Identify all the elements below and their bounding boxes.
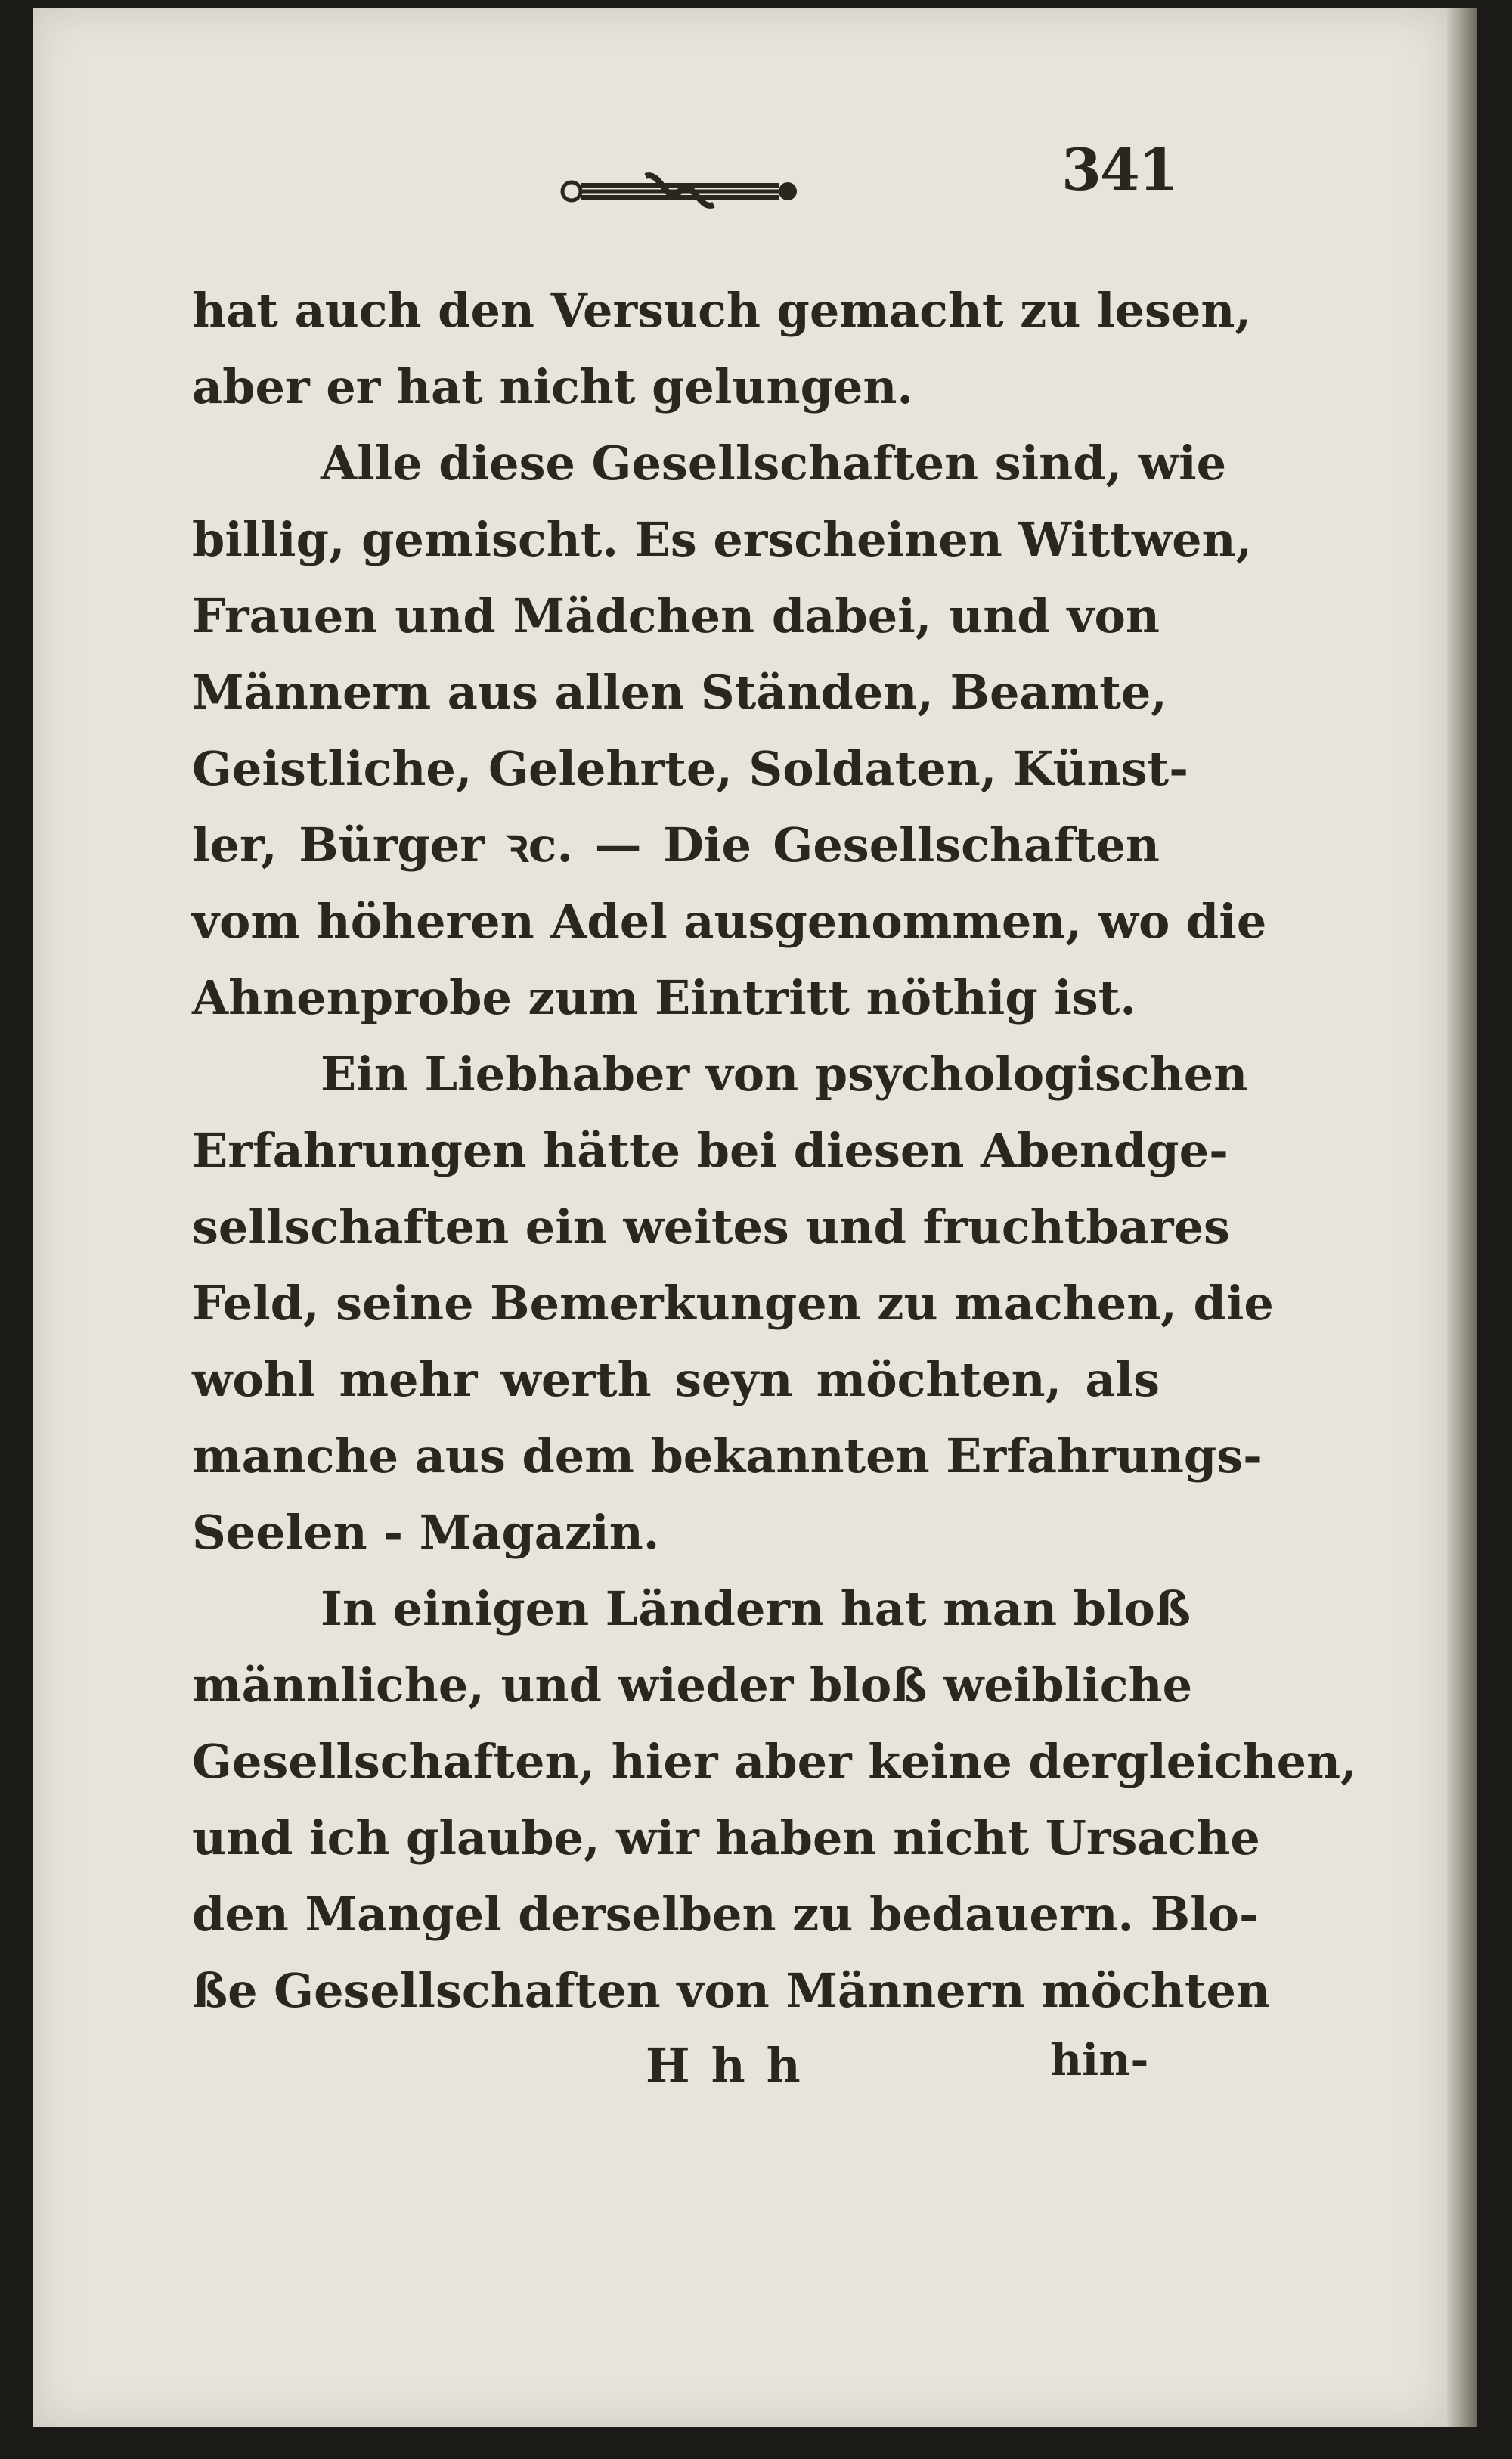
text-line: aber er hat nicht gelungen. (192, 359, 914, 414)
text-line: Alle diese Gesellschaften sind, wie (321, 436, 1227, 491)
text-line: den Mangel derselben zu bedauern. Blo- (192, 1887, 1259, 1942)
text-line: Frauen und Mädchen dabei, und von (192, 588, 1160, 643)
text-line: männliche, und wieder bloß weibliche (192, 1657, 1193, 1713)
text-line: manche aus dem bekannten Erfahrungs- (192, 1428, 1263, 1484)
text-line: und ich glaube, wir haben nicht Ursache (192, 1810, 1260, 1865)
book-page (33, 8, 1447, 2427)
text-line: Seelen - Magazin. (192, 1505, 660, 1560)
text-line: Feld, seine Bemerkungen zu machen, die (192, 1276, 1274, 1331)
text-line: ße Gesellschaften von Männern möchten (192, 1963, 1271, 2018)
text-line: sellschaften ein weites und fruchtbares (192, 1199, 1230, 1254)
page-text (192, 272, 1357, 2029)
text-line: vom höheren Adel ausgenommen, wo die (192, 894, 1267, 949)
page-edge (1447, 8, 1477, 2427)
decorative-rule-icon (555, 163, 804, 216)
printer-signature-mark: Hhh (646, 2038, 822, 2093)
text-line: billig, gemischt. Es erscheinen Wittwen, (192, 512, 1253, 567)
text-line: Gesellschaften, hier aber keine dergleichen, (192, 1734, 1357, 1789)
text-line: Ein Liebhaber von psychologischen (321, 1047, 1248, 1102)
catchword: hin- (1050, 2034, 1149, 2085)
text-line: ler, Bürger ꝛc. — Die Gesellschaften (192, 817, 1160, 873)
text-line: wohl mehr werth seyn möchten, als (192, 1352, 1160, 1407)
text-line: Erfahrungen hätte bei diesen Abendge- (192, 1123, 1228, 1178)
text-line: Ahnenprobe zum Eintritt nöthig ist. (192, 970, 1136, 1025)
text-line: Männern aus allen Ständen, Beamte, (192, 665, 1167, 720)
text-line: In einigen Ländern hat man bloß (321, 1581, 1191, 1636)
text-line: Geistliche, Gelehrte, Soldaten, Künst- (192, 741, 1188, 796)
page-number: 341 (1061, 136, 1177, 203)
text-line: hat auch den Versuch gemacht zu lesen, (192, 283, 1252, 338)
